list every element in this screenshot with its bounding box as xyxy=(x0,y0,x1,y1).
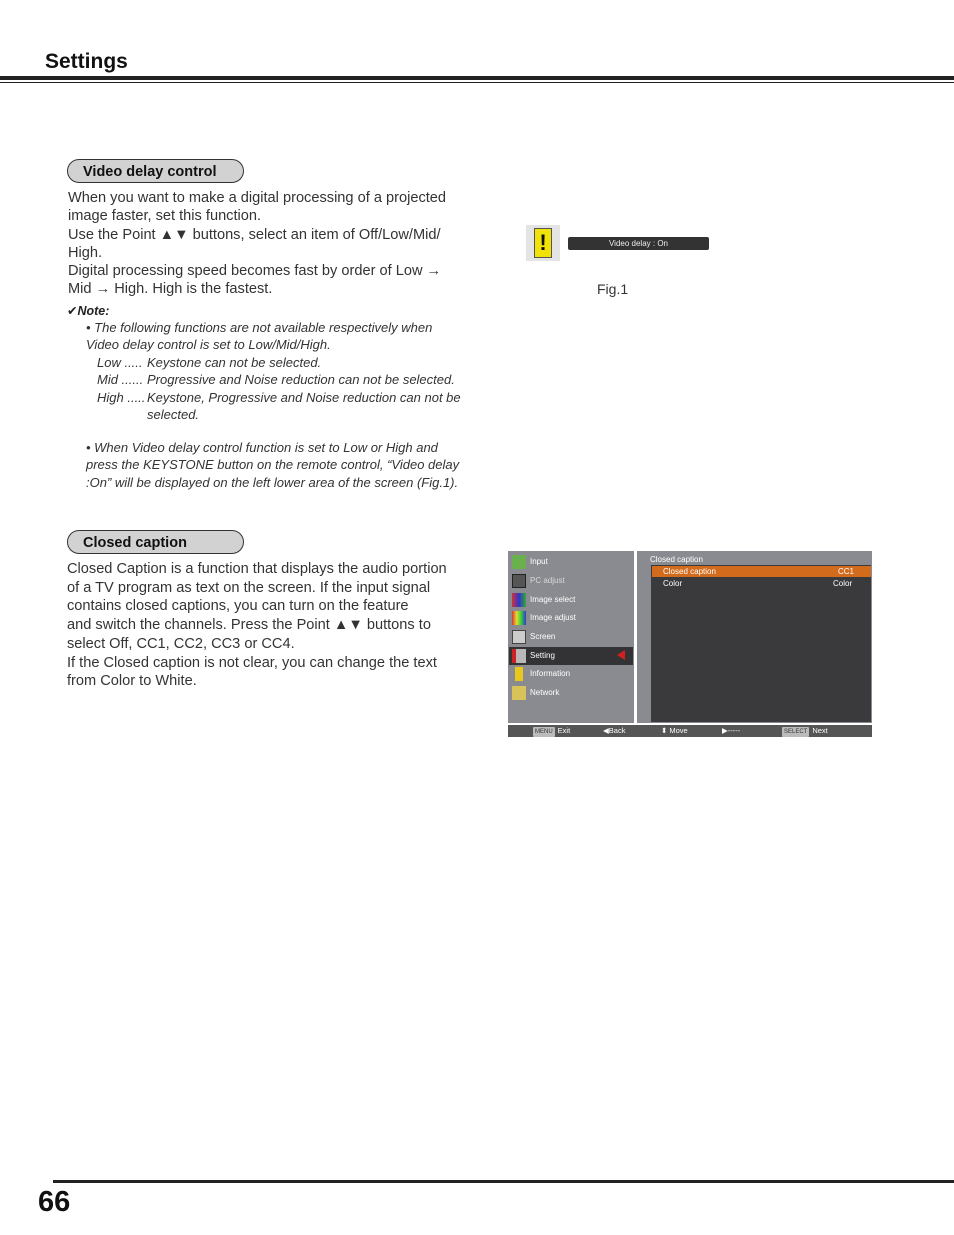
note-key: Low ..... xyxy=(97,355,143,370)
left-arrow-icon: ◀ xyxy=(603,726,609,735)
wrench-icon xyxy=(512,649,526,663)
note-val: selected. xyxy=(147,406,200,422)
note-row-high xyxy=(97,389,461,406)
osd-footer-exit xyxy=(533,726,570,737)
note-val: Keystone, Progressive and Noise reduction can not be xyxy=(147,389,461,405)
osd-item-label: Input xyxy=(530,557,548,566)
footer-rule xyxy=(53,1180,954,1183)
osd-item-pc-adjust[interactable] xyxy=(509,572,633,590)
page-title: Settings xyxy=(45,50,128,73)
osd-item-screen[interactable] xyxy=(509,628,633,646)
menu-key-icon: MENU xyxy=(535,729,553,735)
body-line: Use the Point ▲▼ buttons, select an item of Off/Low/Mid/ xyxy=(68,226,441,243)
osd-item-setting[interactable] xyxy=(509,647,633,665)
osd-submenu-title: Closed caption xyxy=(650,555,703,564)
note-line: • When Video delay control function is set to Low or High and xyxy=(86,440,438,455)
osd-footer-back xyxy=(603,726,625,736)
footer-label: Move xyxy=(669,726,688,735)
closed-caption-heading: Closed caption xyxy=(67,530,244,554)
osd-item-label: Image adjust xyxy=(530,613,576,622)
page-number: 66 xyxy=(38,1186,71,1218)
osd-item-label: Image select xyxy=(530,595,576,604)
information-icon xyxy=(515,667,523,681)
osd-footer-move xyxy=(661,726,688,736)
note-row-cont xyxy=(97,406,461,423)
body-line: If the Closed caption is not clear, you can change the text xyxy=(67,654,437,671)
note-label: ✔Note: xyxy=(67,304,110,318)
osd-footer-next-arrow xyxy=(722,726,740,736)
network-icon xyxy=(512,686,526,700)
body-line: Digital processing speed becomes fast by order of Low → xyxy=(68,263,442,280)
body-line: select Off, CC1, CC2, CC3 or CC4. xyxy=(67,635,295,652)
note-line: Video delay control is set to Low/Mid/High. xyxy=(86,337,331,353)
body-line: contains closed captions, you can turn on the feature xyxy=(67,598,409,615)
osd-item-label: Screen xyxy=(530,632,556,641)
note-val: Keystone can not be selected. xyxy=(147,355,322,370)
osd-item-label: Information xyxy=(530,669,571,678)
header-rule xyxy=(0,76,954,80)
osd-row-color-value: Color xyxy=(833,579,853,588)
selection-arrow-icon xyxy=(617,650,625,660)
note-line: :On” will be displayed on the left lower area of the screen (Fig.1). xyxy=(86,474,459,490)
figure-label: Fig.1 xyxy=(597,281,629,297)
video-delay-body xyxy=(68,189,446,299)
osd-row-value: CC1 xyxy=(838,567,855,576)
video-delay-heading: Video delay control xyxy=(67,159,244,183)
footer-label: ----- xyxy=(727,726,741,735)
select-key-icon: SELECT xyxy=(784,729,808,735)
note-line: press the KEYSTONE button on the remote control, “Video delay xyxy=(86,457,460,473)
footer-label: Next xyxy=(812,726,828,735)
body-line: and switch the channels. Press the Point ▲▼ buttons to xyxy=(67,617,431,634)
header-rule-thin xyxy=(0,82,954,83)
body-line: image faster, set this function. xyxy=(68,208,262,225)
note-line: • The following functions are not available respectively when xyxy=(86,320,433,335)
osd-footer-next xyxy=(782,726,828,737)
body-line: Mid → High. High is the fastest. xyxy=(68,281,273,298)
body-line: When you want to make a digital processing of a projected xyxy=(68,190,447,206)
screen-icon xyxy=(512,630,526,644)
body-line: from Color to White. xyxy=(67,673,197,690)
body-line: High. xyxy=(68,244,103,261)
exclamation-icon: ! xyxy=(539,230,547,255)
note-block xyxy=(86,319,432,354)
note-key: Mid ...... xyxy=(97,372,144,388)
note-val: Progressive and Noise reduction can not be selected. xyxy=(147,372,455,388)
osd-item-network[interactable] xyxy=(509,684,633,702)
note-key: High ..... xyxy=(97,389,146,405)
right-arrow-icon: ▶ xyxy=(722,726,728,735)
osd-row-color-label[interactable]: Color xyxy=(663,579,683,588)
osd-item-label: Network xyxy=(530,688,560,697)
monitor-icon xyxy=(512,574,526,588)
closed-caption-body xyxy=(67,560,447,691)
body-line: Closed Caption is a function that displays the audio portion xyxy=(67,561,447,577)
video-delay-osd-bar: Video delay : On xyxy=(568,237,709,250)
osd-item-label: PC adjust xyxy=(530,576,565,585)
image-adjust-icon xyxy=(512,611,526,625)
osd-row-label: Closed caption xyxy=(663,567,716,576)
note-row-low xyxy=(97,354,461,371)
osd-item-image-select[interactable] xyxy=(509,591,633,609)
osd-item-information[interactable] xyxy=(509,665,633,683)
image-select-icon xyxy=(512,593,526,607)
input-icon xyxy=(512,555,526,569)
osd-item-label: Setting xyxy=(530,651,555,660)
note-block-2 xyxy=(86,439,459,491)
footer-label: Back xyxy=(608,726,626,735)
osd-submenu-body xyxy=(651,565,871,722)
note-table xyxy=(97,354,461,423)
osd-item-input[interactable] xyxy=(509,553,633,571)
up-down-icon: ⬍ xyxy=(661,726,668,735)
body-line: of a TV program as text on the screen. If the input signal xyxy=(67,579,431,596)
note-row-mid xyxy=(97,371,461,388)
footer-label: Exit xyxy=(557,726,571,735)
osd-item-image-adjust[interactable] xyxy=(509,609,633,627)
